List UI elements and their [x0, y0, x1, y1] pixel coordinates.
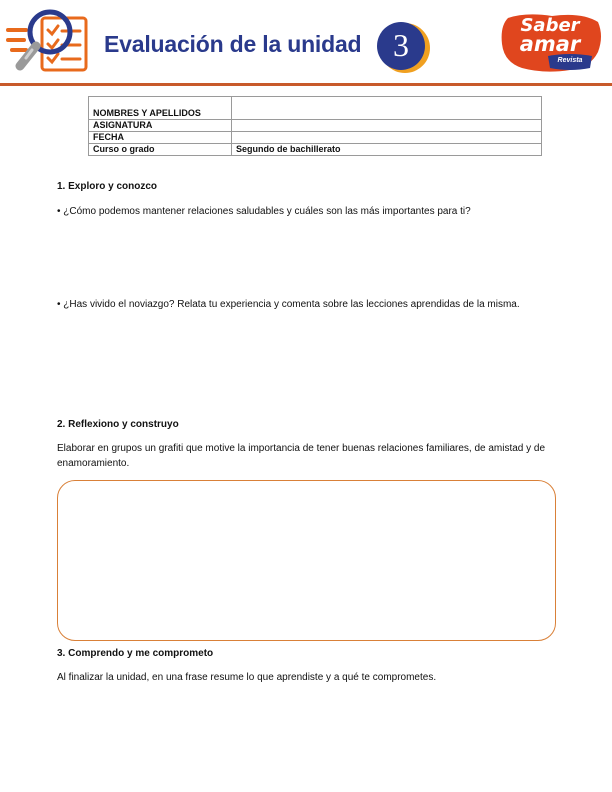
table-row: [89, 132, 542, 144]
unit-number-badge: [376, 20, 432, 76]
brand-line-1: Saber: [520, 15, 580, 36]
page-title: Evaluación de la unidad: [104, 31, 362, 57]
section-3-title: 3. Comprendo y me comprometo: [57, 648, 214, 659]
table-label-cell: NOMBRES Y APELLIDOS: [89, 97, 232, 120]
table-label-cell: FECHA: [89, 132, 232, 144]
section-2-instructions: Elaborar en grupos un grafiti que motive la importancia de tener buenas relaciones familiares, de amistad y de enamoramiento.: [57, 443, 546, 469]
graffiti-drawing-area[interactable]: [57, 480, 556, 641]
table-label-cell: Curso o grado: [89, 144, 232, 156]
section-1-question-1: • ¿Cómo podemos mantener relaciones saludables y cuáles son las más importantes para ti?: [57, 206, 471, 217]
student-info-table: [88, 96, 542, 156]
brand-tag: Revista: [557, 57, 583, 64]
section-1-title: 1. Exploro y conozco: [57, 181, 158, 192]
section-1-question-2: • ¿Has vivido el noviazgo? Relata tu experiencia y comenta sobre las lecciones aprendidas de la misma.: [57, 299, 520, 310]
header-divider: [0, 83, 612, 86]
table-value-cell[interactable]: Segundo de bachillerato: [232, 144, 542, 156]
section-2-title: 2. Reflexiono y construyo: [57, 419, 179, 430]
table-label-cell: ASIGNATURA: [89, 120, 232, 132]
section-3-instructions: Al finalizar la unidad, en una frase resume lo que aprendiste y a qué te comprometes.: [57, 672, 437, 683]
table-value-cell[interactable]: [232, 132, 542, 144]
brand-line-2: amar: [519, 32, 581, 56]
page-header: [0, 0, 612, 92]
checklist-magnifier-icon: [6, 4, 92, 76]
brand-logo: [500, 12, 604, 74]
table-row: [89, 97, 542, 120]
unit-number: 3: [393, 27, 409, 63]
table-value-cell[interactable]: [232, 120, 542, 132]
table-value-cell[interactable]: [232, 97, 542, 120]
table-row: [89, 120, 542, 132]
table-row: [89, 144, 542, 156]
